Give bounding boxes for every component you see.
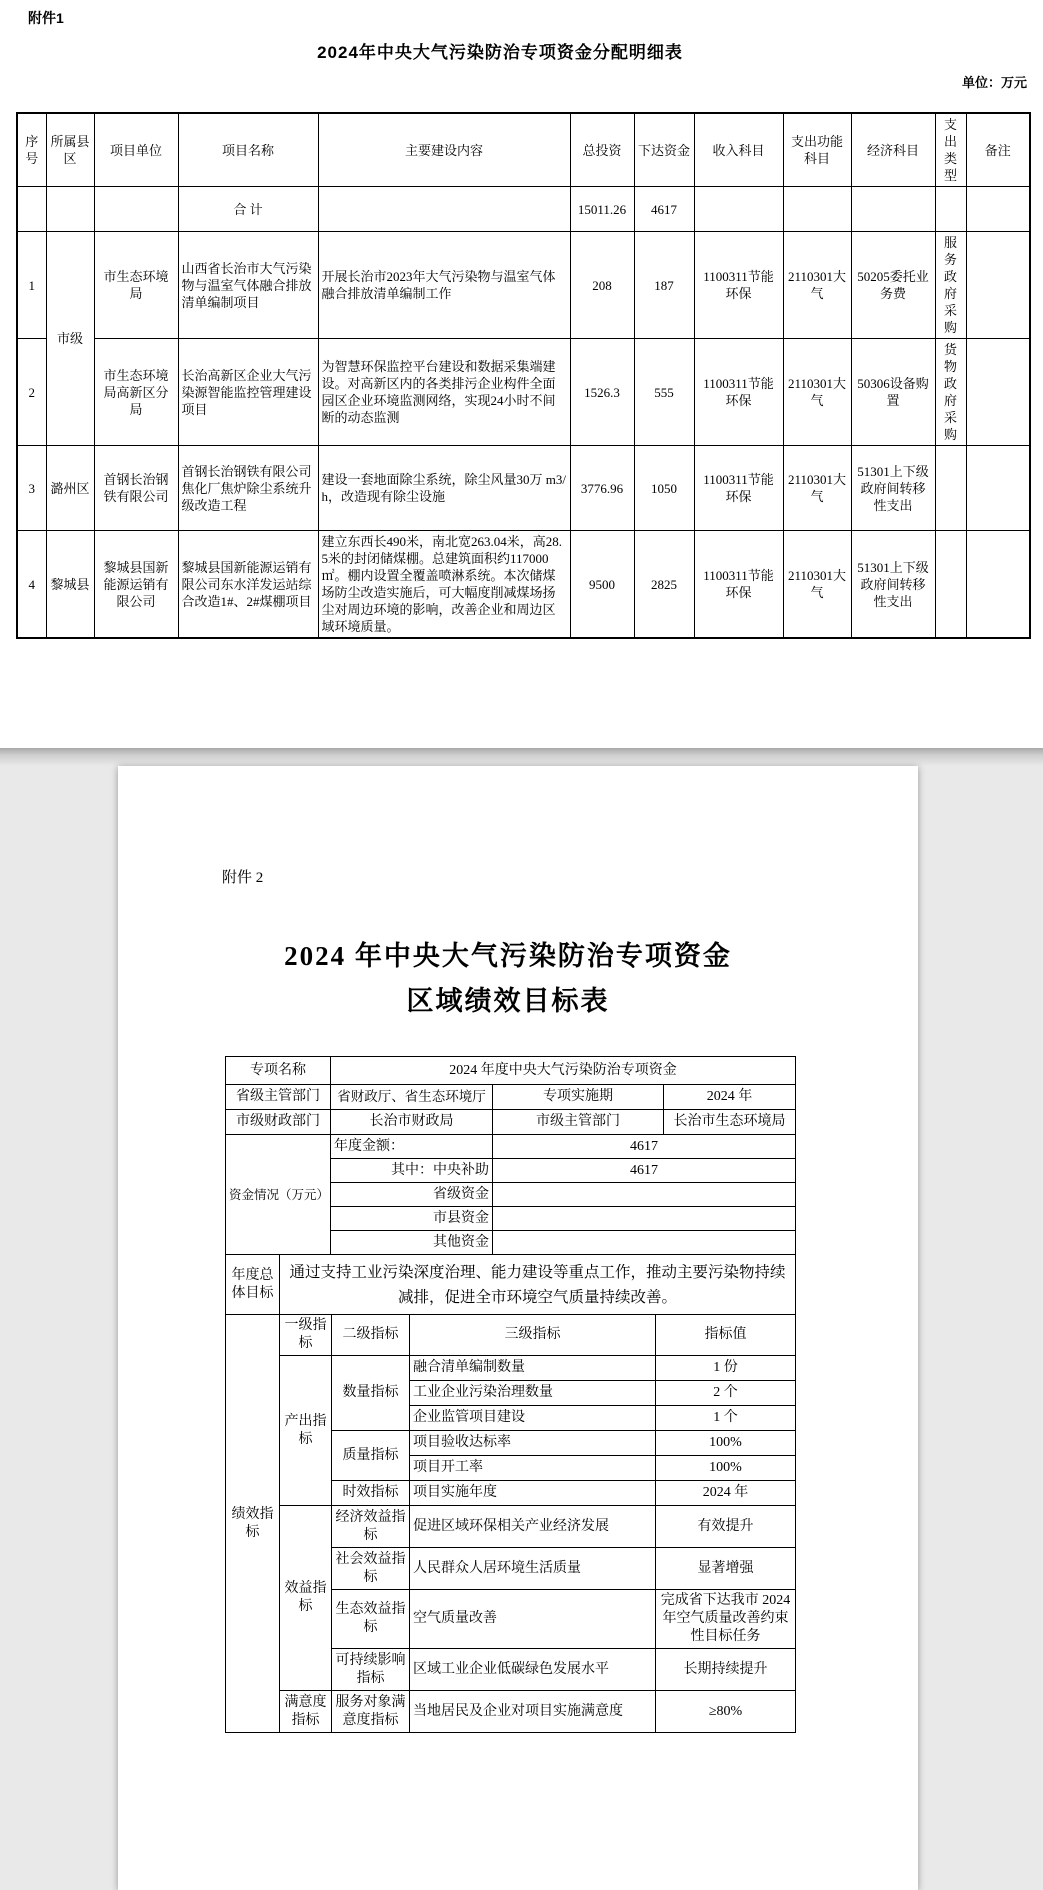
col-header-function: 支出功能科目 [783, 113, 851, 187]
row-content: 建立东西长490米，南北宽263.04米，高28.5米的封闭储煤棚。总建筑面积约117000㎡。棚内设置全覆盖喷淋系统。本次储煤场防尘改造实施后，可大幅度削减煤场扬尘对周边环境的影响，改善企业和周边区域环境质量。 [318, 531, 570, 639]
annual-goal-table [225, 1254, 796, 1315]
row-fund: 1050 [634, 446, 694, 531]
table-row [17, 339, 1030, 446]
row-income: 1100311节能环保 [694, 531, 783, 639]
row-project: 山西省长治市大气污染物与温室气体融合排放清单编制项目 [178, 232, 318, 339]
table-row [17, 531, 1030, 639]
indicator-value: 完成省下达我市 2024 年空气质量改善约束性目标任务 [656, 1590, 796, 1649]
indicators-table [225, 1314, 796, 1733]
row-seq: 3 [17, 446, 46, 531]
special-name-value: 2024 年度中央大气污染防治专项资金 [331, 1057, 796, 1085]
row-seq: 2 [17, 339, 46, 446]
funds-county-value [493, 1207, 796, 1231]
row-type: 服务政府采购 [935, 232, 966, 339]
funds-provincial-label: 省级资金 [331, 1183, 493, 1207]
row-investment: 208 [570, 232, 634, 339]
row-county: 潞州区 [46, 446, 94, 531]
indicator-value: 1 份 [656, 1356, 796, 1381]
row-economy: 51301上下级政府间转移性支出 [851, 446, 935, 531]
funds-annual-value: 4617 [493, 1135, 796, 1159]
col-header-economy: 经济科目 [851, 113, 935, 187]
row-project: 首钢长治钢铁有限公司焦化厂焦炉除尘系统升级改造工程 [178, 446, 318, 531]
city-dept-value: 长治市生态环境局 [664, 1110, 796, 1135]
annual-goal-text: 通过支持工业污染深度治理、能力建设等重点工作，推动主要污染物持续减排，促进全市环境空气质量持续改善。 [280, 1255, 796, 1315]
row-note [966, 446, 1030, 531]
row-seq: 4 [17, 531, 46, 639]
row-economy: 50205委托业务费 [851, 232, 935, 339]
col-header-seq: 序号 [17, 113, 46, 187]
page2-title-line1: 2024 年中央大气污染防治专项资金 [284, 941, 732, 971]
total-label: 合 计 [178, 187, 318, 232]
level2-economic: 经济效益指标 [332, 1506, 410, 1548]
row-function: 2110301大气 [783, 446, 851, 531]
row-project: 黎城县国新能源运销有限公司东水洋发运站综合改造1#、2#煤棚项目 [178, 531, 318, 639]
page2-title [198, 934, 818, 1024]
special-name-label: 专项名称 [226, 1057, 331, 1085]
total-row [17, 187, 1030, 232]
row-function: 2110301大气 [783, 531, 851, 639]
prov-dept-value: 省财政厅、省生态环境厅 [331, 1085, 493, 1110]
row-economy: 50306设备购置 [851, 339, 935, 446]
indicator-name: 项目验收达标率 [410, 1431, 656, 1456]
row-investment: 1526.3 [570, 339, 634, 446]
row-fund: 2825 [634, 531, 694, 639]
row-unit: 首钢长治钢铁有限公司 [94, 446, 178, 531]
total-fund: 4617 [634, 187, 694, 232]
row-type [935, 446, 966, 531]
indicator-name: 促进区域环保相关产业经济发展 [410, 1506, 656, 1548]
page2-sheet [118, 766, 918, 1890]
total-investment: 15011.26 [570, 187, 634, 232]
header-level3: 三级指标 [410, 1315, 656, 1356]
indicator-name: 人民群众人居环境生活质量 [410, 1548, 656, 1590]
level1-satisfaction: 满意度指标 [280, 1691, 332, 1733]
row-seq: 1 [17, 232, 46, 339]
level2-quality: 质量指标 [332, 1431, 410, 1481]
indicator-name: 融合清单编制数量 [410, 1356, 656, 1381]
col-header-investment: 总投资 [570, 113, 634, 187]
indicator-value: 100% [656, 1431, 796, 1456]
indicator-value: 显著增强 [656, 1548, 796, 1590]
funds-other-value [493, 1231, 796, 1255]
table-row [17, 446, 1030, 531]
row-income: 1100311节能环保 [694, 446, 783, 531]
city-fin-value: 长治市财政局 [331, 1110, 493, 1135]
row-function: 2110301大气 [783, 232, 851, 339]
period-label: 专项实施期 [493, 1085, 664, 1110]
row-project: 长治高新区企业大气污染源智能监控管理建设项目 [178, 339, 318, 446]
row-unit: 市生态环境局高新区分局 [94, 339, 178, 446]
row-income: 1100311节能环保 [694, 232, 783, 339]
indicator-value: 长期持续提升 [656, 1649, 796, 1691]
period-value: 2024 年 [664, 1085, 796, 1110]
indicator-name: 企业监管项目建设 [410, 1406, 656, 1431]
level1-output: 产出指标 [280, 1356, 332, 1506]
header-level2: 二级指标 [332, 1315, 410, 1356]
row-income: 1100311节能环保 [694, 339, 783, 446]
prov-dept-label: 省级主管部门 [226, 1085, 331, 1110]
row-type: 货物政府采购 [935, 339, 966, 446]
header-level1: 一级指标 [280, 1315, 332, 1356]
level2-sustain: 可持续影响指标 [332, 1649, 410, 1691]
indicator-value: 1 个 [656, 1406, 796, 1431]
attachment-2-label: 附件 2 [222, 870, 264, 886]
indicator-value: ≥80% [656, 1691, 796, 1733]
level2-time: 时效指标 [332, 1481, 410, 1506]
funds-other-label: 其他资金 [331, 1231, 493, 1255]
row-county: 黎城县 [46, 531, 94, 639]
col-header-fund: 下达资金 [634, 113, 694, 187]
funds-central-value: 4617 [493, 1159, 796, 1183]
indicator-name: 工业企业污染治理数量 [410, 1381, 656, 1406]
indicator-name: 项目实施年度 [410, 1481, 656, 1506]
level1-benefit: 效益指标 [280, 1506, 332, 1691]
annual-goal-label: 年度总体目标 [226, 1255, 280, 1315]
row-function: 2110301大气 [783, 339, 851, 446]
level2-service: 服务对象满意度指标 [332, 1691, 410, 1733]
row-content: 建设一套地面除尘系统，除尘风量30万 m3/h，改造现有除尘设施 [318, 446, 570, 531]
col-header-note: 备注 [966, 113, 1030, 187]
indicator-name: 项目开工率 [410, 1456, 656, 1481]
row-unit: 黎城县国新能源运销有限公司 [94, 531, 178, 639]
project-info-table [225, 1056, 796, 1255]
row-note [966, 232, 1030, 339]
funds-county-label: 市县资金 [331, 1207, 493, 1231]
table-row [17, 232, 1030, 339]
allocation-header-row [17, 113, 1030, 187]
funds-central-label: 其中：中央补助 [331, 1159, 493, 1183]
row-investment: 9500 [570, 531, 634, 639]
page1-title: 2024年中央大气污染防治专项资金分配明细表 [317, 43, 683, 62]
indicator-value: 2024 年 [656, 1481, 796, 1506]
indicator-name: 区域工业企业低碳绿色发展水平 [410, 1649, 656, 1691]
row-county: 市级 [46, 232, 94, 446]
indicator-value: 100% [656, 1456, 796, 1481]
level2-ecological: 生态效益指标 [332, 1590, 410, 1649]
row-investment: 3776.96 [570, 446, 634, 531]
row-economy: 51301上下级政府间转移性支出 [851, 531, 935, 639]
level2-social: 社会效益指标 [332, 1548, 410, 1590]
row-type [935, 531, 966, 639]
col-header-project: 项目名称 [178, 113, 318, 187]
allocation-table [16, 112, 1031, 639]
page1-sheet [0, 0, 1043, 748]
city-dept-label: 市级主管部门 [493, 1110, 664, 1135]
col-header-income: 收入科目 [694, 113, 783, 187]
row-note [966, 531, 1030, 639]
col-header-content: 主要建设内容 [318, 113, 570, 187]
level2-quantity: 数量指标 [332, 1356, 410, 1431]
indicator-name: 空气质量改善 [410, 1590, 656, 1649]
row-fund: 187 [634, 232, 694, 339]
col-header-type: 支出类型 [935, 113, 966, 187]
funds-provincial-value [493, 1183, 796, 1207]
indicator-value: 2 个 [656, 1381, 796, 1406]
funds-annual-label: 年度金额： [331, 1135, 493, 1159]
unit-note: 单位：万元 [961, 75, 1027, 90]
col-header-county: 所属县区 [46, 113, 94, 187]
row-content: 为智慧环保监控平台建设和数据采集端建设。对高新区内的各类排污企业构件全面园区企业环境监测网络，实现24小时不间断的动态监测 [318, 339, 570, 446]
indicator-name: 当地居民及企业对项目实施满意度 [410, 1691, 656, 1733]
indicators-left-label: 绩效指标 [226, 1315, 280, 1733]
performance-tables [225, 1056, 795, 1733]
funds-label: 资金情况（万元） [226, 1135, 331, 1255]
row-note [966, 339, 1030, 446]
row-fund: 555 [634, 339, 694, 446]
page2-title-line2: 区域绩效目标表 [406, 986, 610, 1016]
city-fin-label: 市级财政部门 [226, 1110, 331, 1135]
indicator-value: 有效提升 [656, 1506, 796, 1548]
row-unit: 市生态环境局 [94, 232, 178, 339]
col-header-unit: 项目单位 [94, 113, 178, 187]
row-content: 开展长治市2023年大气污染物与温室气体融合排放清单编制工作 [318, 232, 570, 339]
header-value: 指标值 [656, 1315, 796, 1356]
attachment-1-label: 附件1 [28, 10, 64, 26]
page-divider [0, 748, 1043, 766]
